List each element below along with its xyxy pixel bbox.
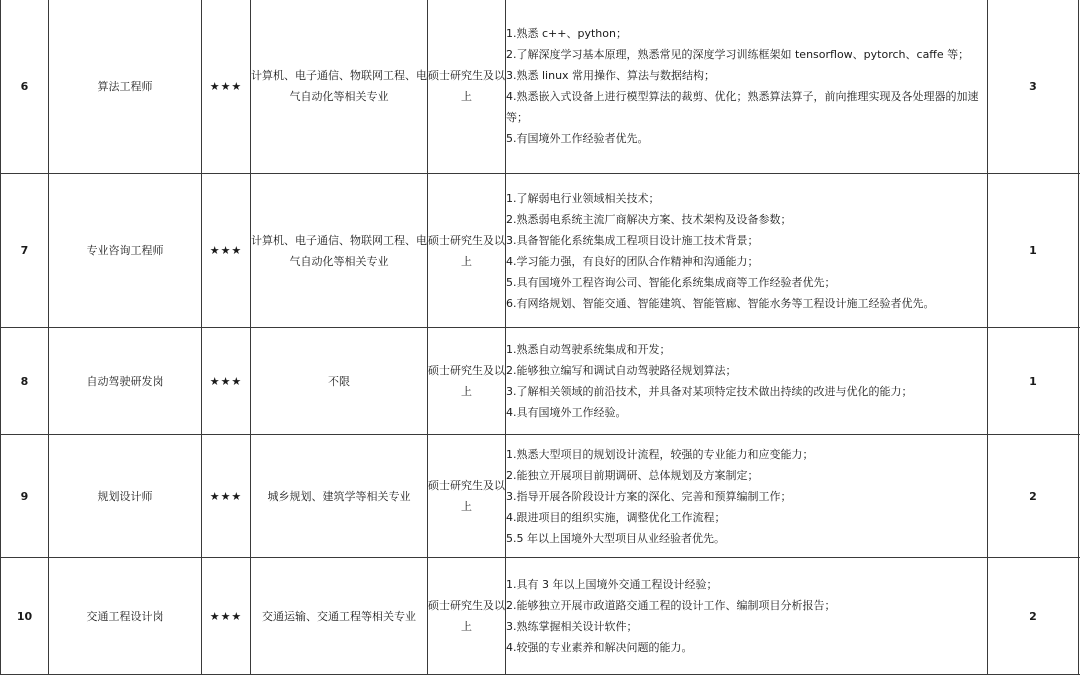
headcount: 2 — [988, 558, 1079, 675]
degree-requirement: 硕士研究生及以上 — [428, 328, 506, 435]
degree-requirement: 硕士研究生及以上 — [428, 174, 506, 328]
requirement-item: 1.了解弱电行业领域相关技术； — [506, 188, 987, 209]
requirement-item: 1.具有 3 年以上国境外交通工程设计经验； — [506, 574, 987, 595]
table-row — [1, 328, 1080, 435]
job-title: 交通工程设计岗 — [49, 558, 202, 675]
degree-requirement: 硕士研究生及以上 — [428, 558, 506, 675]
row-number: 6 — [1, 0, 49, 174]
requirement-item: 5.5 年以上国境外大型项目从业经验者优先。 — [506, 528, 987, 549]
requirement-item: 4.熟悉嵌入式设备上进行模型算法的裁剪、优化；熟悉算法算子，前向推理实现及各处理器的加速等； — [506, 86, 987, 128]
requirement-item: 2.熟悉弱电系统主流厂商解决方案、技术架构及设备参数； — [506, 209, 987, 230]
job-requirements — [506, 435, 988, 558]
row-number: 9 — [1, 435, 49, 558]
requirement-item: 1.熟悉自动驾驶系统集成和开发； — [506, 339, 987, 360]
star-rating: ★★★ — [202, 0, 251, 174]
requirement-item: 1.熟悉 c++、python； — [506, 23, 987, 44]
degree-requirement: 硕士研究生及以上 — [428, 0, 506, 174]
job-title: 自动驾驶研发岗 — [49, 328, 202, 435]
major-requirement: 不限 — [251, 328, 428, 435]
major-requirement: 城乡规划、建筑学等相关专业 — [251, 435, 428, 558]
job-requirements — [506, 174, 988, 328]
job-title: 算法工程师 — [49, 0, 202, 174]
requirement-item: 2.了解深度学习基本原理，熟悉常见的深度学习训练框架如 tensorflow、pytorch、caffe 等； — [506, 44, 987, 65]
degree-requirement: 硕士研究生及以上 — [428, 435, 506, 558]
requirement-item: 6.有网络规划、智能交通、智能建筑、智能管廊、智能水务等工程设计施工经验者优先。 — [506, 293, 987, 314]
requirement-item: 3.熟练掌握相关设计软件； — [506, 616, 987, 637]
requirement-item: 4.学习能力强，有良好的团队合作精神和沟通能力； — [506, 251, 987, 272]
requirement-item: 2.能够独立编写和调试自动驾驶路径规划算法； — [506, 360, 987, 381]
major-requirement: 交通运输、交通工程等相关专业 — [251, 558, 428, 675]
row-number: 8 — [1, 328, 49, 435]
star-rating: ★★★ — [202, 174, 251, 328]
table-row — [1, 0, 1080, 174]
requirement-item: 3.熟悉 linux 常用操作、算法与数据结构； — [506, 65, 987, 86]
job-title: 规划设计师 — [49, 435, 202, 558]
star-rating: ★★★ — [202, 435, 251, 558]
requirement-item: 3.具备智能化系统集成工程项目设计施工技术背景； — [506, 230, 987, 251]
requirement-item: 5.有国境外工作经验者优先。 — [506, 128, 987, 149]
star-rating: ★★★ — [202, 328, 251, 435]
requirement-item: 2.能够独立开展市政道路交通工程的设计工作、编制项目分析报告； — [506, 595, 987, 616]
major-requirement: 计算机、电子通信、物联网工程、电气自动化等相关专业 — [251, 0, 428, 174]
headcount: 1 — [988, 174, 1079, 328]
headcount: 2 — [988, 435, 1079, 558]
requirement-item: 3.了解相关领域的前沿技术，并具备对某项特定技术做出持续的改进与优化的能力； — [506, 381, 987, 402]
requirement-item: 4.较强的专业素养和解决问题的能力。 — [506, 637, 987, 658]
headcount: 1 — [988, 328, 1079, 435]
headcount: 3 — [988, 0, 1079, 174]
requirement-item: 2.能独立开展项目前期调研、总体规划及方案制定； — [506, 465, 987, 486]
requirement-item: 1.熟悉大型项目的规划设计流程，较强的专业能力和应变能力； — [506, 444, 987, 465]
requirement-item: 4.跟进项目的组织实施，调整优化工作流程； — [506, 507, 987, 528]
row-number: 7 — [1, 174, 49, 328]
table-row — [1, 435, 1080, 558]
row-number: 10 — [1, 558, 49, 675]
table-row — [1, 174, 1080, 328]
star-rating: ★★★ — [202, 558, 251, 675]
requirement-item: 5.具有国境外工程咨询公司、智能化系统集成商等工作经验者优先； — [506, 272, 987, 293]
job-requirements — [506, 328, 988, 435]
table-row — [1, 558, 1080, 675]
requirement-item: 4.具有国境外工作经验。 — [506, 402, 987, 423]
job-title: 专业咨询工程师 — [49, 174, 202, 328]
requirement-item: 3.指导开展各阶段设计方案的深化、完善和预算编制工作； — [506, 486, 987, 507]
major-requirement: 计算机、电子通信、物联网工程、电气自动化等相关专业 — [251, 174, 428, 328]
job-requirements — [506, 558, 988, 675]
job-requirements — [506, 0, 988, 174]
